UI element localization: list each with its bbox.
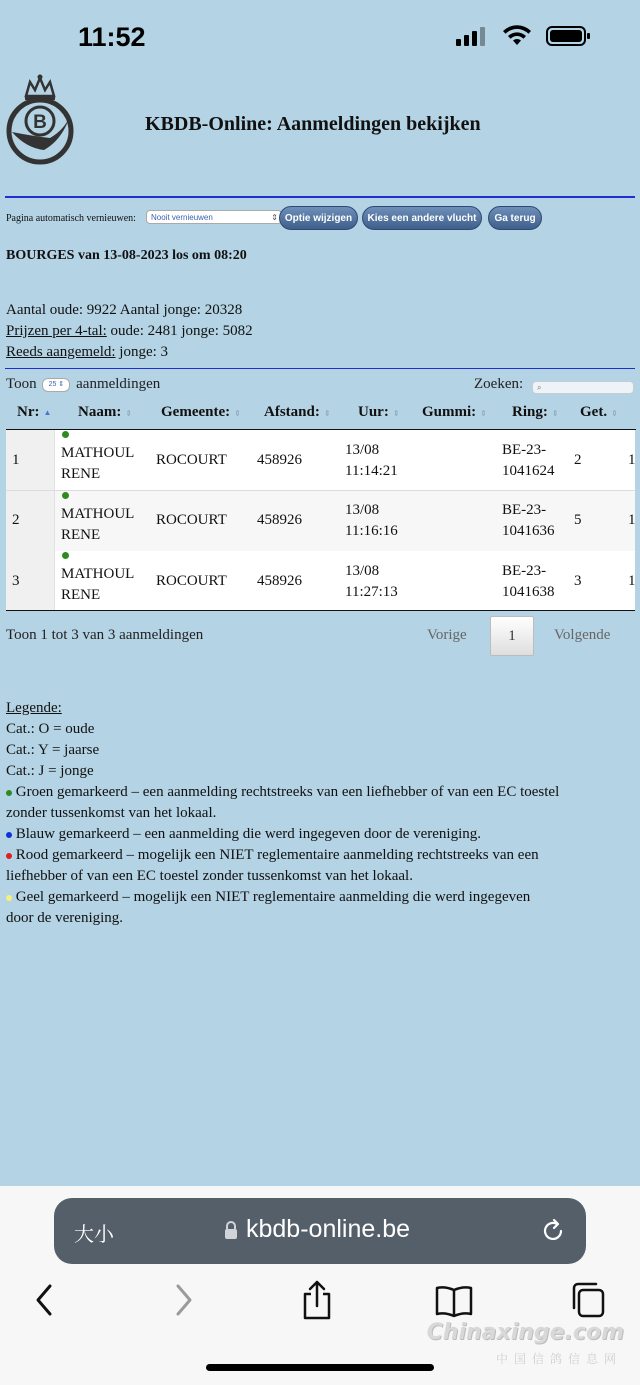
next-page-button[interactable]: Volgende bbox=[554, 627, 611, 643]
race-counts bbox=[6, 302, 242, 319]
col-header-ring[interactable]: Ring: ⇕ bbox=[512, 404, 559, 420]
refresh-select[interactable] bbox=[146, 210, 282, 224]
row-naam-line2: RENE bbox=[61, 466, 101, 482]
prizes-value: oude: 2481 jonge: 5082 bbox=[106, 323, 253, 339]
col-header-naam[interactable]: Naam: ⇕ bbox=[78, 404, 133, 420]
legend-cat-o: Cat.: O = oude bbox=[6, 721, 95, 737]
signal-icon bbox=[456, 26, 488, 46]
row-ring-line1: BE-23- bbox=[502, 442, 547, 458]
share-icon[interactable] bbox=[300, 1278, 334, 1322]
row-uur-line1: 13/08 bbox=[345, 442, 380, 458]
table-row[interactable] bbox=[6, 430, 635, 490]
legend-yellow: Geel gemarkeerd – mogelijk een NIET reglementaire aanmelding die werd ingegeven bbox=[6, 887, 636, 908]
registered-value: jonge: 3 bbox=[115, 344, 169, 360]
page-length-control bbox=[6, 376, 160, 393]
chevron-updown-icon: ⇕ bbox=[271, 213, 278, 222]
status-icons bbox=[456, 25, 592, 47]
row-naam-line1: MATHOUL bbox=[61, 445, 135, 461]
row-get: 3 bbox=[574, 573, 582, 589]
page-length-value: 25 bbox=[48, 380, 57, 388]
svg-text:B: B bbox=[33, 112, 47, 133]
row-get: 2 bbox=[574, 452, 582, 468]
url-text: kbdb-online.be bbox=[246, 1215, 411, 1243]
kbdb-logo bbox=[4, 72, 76, 168]
row-uur-line2: 11:16:16 bbox=[345, 523, 398, 539]
page-1-button[interactable]: 1 bbox=[490, 616, 534, 656]
col-header-nr[interactable]: Nr: ▲ bbox=[17, 404, 52, 420]
row-naam-line2: RENE bbox=[61, 527, 101, 543]
row-naam-line1: MATHOUL bbox=[61, 566, 135, 582]
row-ring-line2: 1041638 bbox=[502, 584, 555, 600]
search-label: Zoeken: bbox=[474, 376, 524, 392]
row-ring-line1: BE-23- bbox=[502, 563, 547, 579]
row-gemeente: ROCOURT bbox=[156, 512, 227, 528]
row-uur-line1: 13/08 bbox=[345, 502, 380, 518]
row-gemeente: ROCOURT bbox=[156, 573, 227, 589]
row-afstand: 458926 bbox=[257, 452, 302, 468]
watermark-sub: 中国信鸽信息网 bbox=[495, 1352, 622, 1366]
col-header-gemeente[interactable]: Gemeente: ⇕ bbox=[161, 404, 241, 420]
row-ring-line2: 1041636 bbox=[502, 523, 555, 539]
back-button[interactable]: Ga terug bbox=[488, 206, 542, 230]
row-gemeente: ROCOURT bbox=[156, 452, 227, 468]
row-ring-line2: 1041624 bbox=[502, 463, 555, 479]
legend-green-cont: zonder tussenkomst van het lokaal. bbox=[6, 805, 217, 821]
bookmarks-icon[interactable] bbox=[434, 1278, 474, 1322]
legend-title: Legende: bbox=[6, 700, 62, 716]
row-ring-line1: BE-23- bbox=[502, 502, 547, 518]
row-status-dot bbox=[62, 485, 69, 505]
row-uur-line1: 13/08 bbox=[345, 563, 380, 579]
show-suffix: aanmeldingen bbox=[76, 376, 161, 392]
legend-red: Rood gemarkeerd – mogelijk een NIET reglementaire aanmelding rechtstreeks van een bbox=[6, 845, 636, 866]
battery-icon bbox=[546, 25, 592, 47]
search-input[interactable] bbox=[532, 381, 634, 394]
watermark-brand: Chinaxinge.com bbox=[426, 1320, 624, 1345]
row-naam-line1: MATHOUL bbox=[61, 506, 135, 522]
row-nr: 1 bbox=[12, 452, 20, 468]
table-row[interactable] bbox=[6, 491, 635, 551]
row-nr: 2 bbox=[12, 512, 20, 528]
row-nr: 3 bbox=[12, 573, 20, 589]
forward-icon[interactable] bbox=[168, 1278, 198, 1322]
page-length-select[interactable]: 25 ⇕ bbox=[42, 378, 70, 392]
row-status-dot bbox=[62, 545, 69, 565]
table-info: Toon 1 tot 3 van 3 aanmeldingen bbox=[6, 627, 204, 643]
lock-icon bbox=[224, 1220, 238, 1240]
row-cut-cell: 1 bbox=[628, 573, 636, 589]
legend-cat-j: Cat.: J = jonge bbox=[6, 763, 94, 779]
race-counts-text: Aantal oude: 9922 Aantal jonge: 20328 bbox=[6, 302, 243, 318]
legend-blue: Blauw gemarkeerd – een aanmelding die werd ingegeven door de vereniging. bbox=[6, 824, 636, 845]
row-uur-line2: 11:27:13 bbox=[345, 584, 398, 600]
home-indicator[interactable] bbox=[206, 1364, 434, 1371]
row-cut-cell: 1 bbox=[628, 452, 636, 468]
row-naam-line2: RENE bbox=[61, 587, 101, 603]
col-header-afstand[interactable]: Afstand: ⇕ bbox=[264, 404, 331, 420]
green-status-icon bbox=[62, 492, 69, 499]
green-status-icon bbox=[62, 552, 69, 559]
table-header bbox=[6, 400, 636, 430]
row-status-dot bbox=[62, 424, 69, 444]
wifi-icon bbox=[502, 25, 532, 47]
registered-label: Reeds aangemeld: bbox=[6, 344, 116, 360]
toolbar bbox=[6, 205, 636, 231]
row-afstand: 458926 bbox=[257, 573, 302, 589]
col-header-gummi[interactable]: Gummi: ⇕ bbox=[422, 404, 487, 420]
address-bar[interactable] bbox=[54, 1198, 586, 1264]
table-bottom-line bbox=[6, 610, 635, 611]
text-size-button[interactable]: 大小 bbox=[74, 1222, 114, 1246]
reload-icon[interactable] bbox=[540, 1218, 566, 1244]
status-time: 11:52 bbox=[78, 22, 146, 52]
race-registered bbox=[6, 344, 168, 361]
row-uur-line2: 11:14:21 bbox=[345, 463, 398, 479]
race-prizes bbox=[6, 323, 253, 340]
prizes-label: Prijzen per 4-tal: bbox=[6, 323, 107, 339]
green-status-icon bbox=[62, 431, 69, 438]
previous-page-button[interactable]: Vorige bbox=[427, 627, 467, 643]
divider-middle bbox=[5, 368, 635, 369]
legend-cat-y: Cat.: Y = jaarse bbox=[6, 742, 100, 758]
show-prefix: Toon bbox=[6, 376, 37, 392]
col-header-uur[interactable]: Uur: ⇕ bbox=[358, 404, 400, 420]
legend bbox=[6, 698, 636, 929]
table-row[interactable] bbox=[6, 551, 635, 611]
legend-yellow-cont: door de vereniging. bbox=[6, 910, 124, 926]
status-bar bbox=[0, 0, 640, 70]
row-cut-cell: 1 bbox=[628, 512, 636, 528]
race-title: BOURGES van 13-08-2023 los om 08:20 bbox=[6, 248, 247, 263]
page-title: KBDB-Online: Aanmeldingen bekijken bbox=[145, 113, 481, 135]
row-get: 5 bbox=[574, 512, 582, 528]
col-header-get[interactable]: Get. ⇕ bbox=[580, 404, 618, 420]
back-icon[interactable] bbox=[30, 1278, 60, 1322]
search-icon: ⌕ bbox=[537, 383, 542, 392]
choose-flight-button[interactable]: Kies een andere vlucht bbox=[362, 206, 482, 230]
row-afstand: 458926 bbox=[257, 512, 302, 528]
refresh-select-value: Nooit vernieuwen bbox=[151, 213, 213, 222]
options-button[interactable]: Optie wijzigen bbox=[279, 206, 358, 230]
legend-green: Groen gemarkeerd – een aanmelding rechtstreeks van een liefhebber of van een EC toestel bbox=[6, 782, 636, 803]
legend-red-cont: liefhebber of van een EC toestel zonder tussenkomst van het lokaal. bbox=[6, 868, 413, 884]
refresh-label: Pagina automatisch vernieuwen: bbox=[6, 213, 136, 224]
divider-top bbox=[5, 196, 635, 198]
tabs-icon[interactable] bbox=[570, 1278, 606, 1322]
